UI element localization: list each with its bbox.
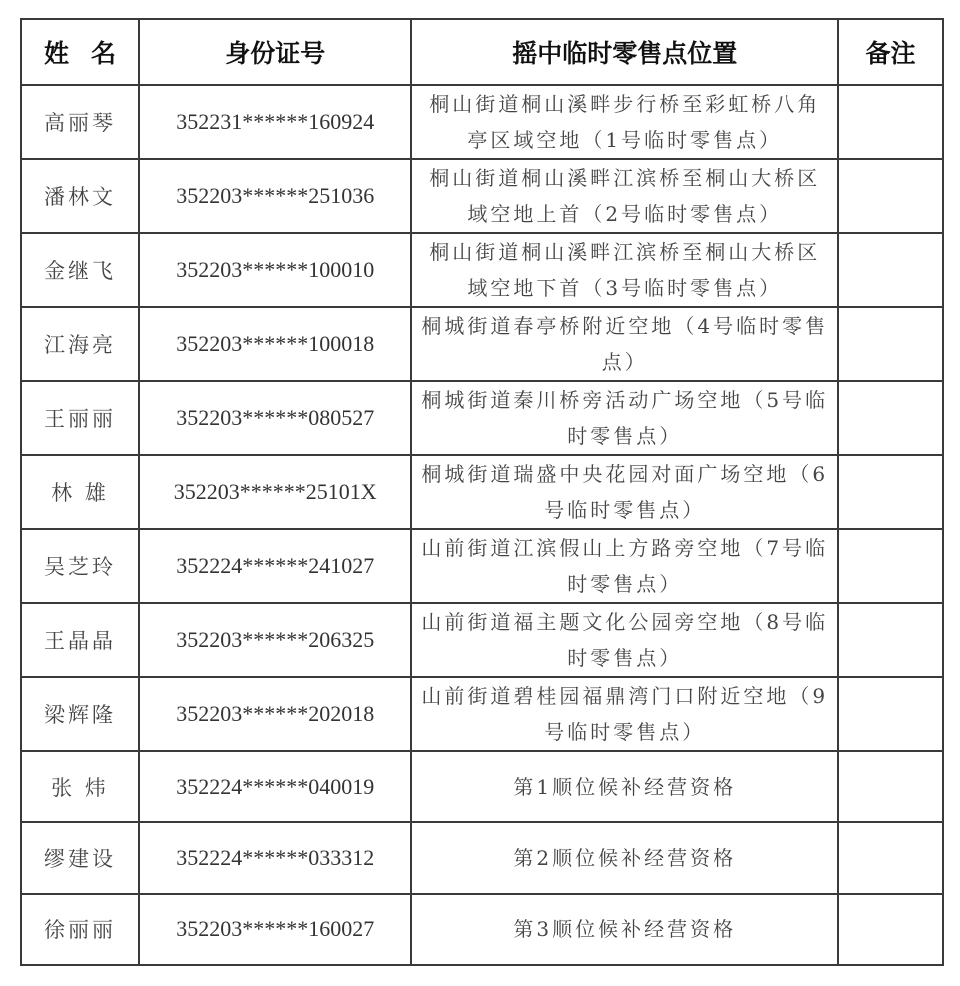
- cell-name: 梁辉隆: [21, 677, 139, 751]
- table-row: [21, 529, 943, 603]
- cell-note: [838, 822, 943, 893]
- cell-name: 吴芝玲: [21, 529, 139, 603]
- table-row: [21, 603, 943, 677]
- table-header-row: [21, 19, 943, 85]
- cell-note: [838, 751, 943, 822]
- cell-name: 金继飞: [21, 233, 139, 307]
- cell-name: 王丽丽: [21, 381, 139, 455]
- cell-name: 高丽琴: [21, 85, 139, 159]
- cell-note: [838, 159, 943, 233]
- cell-location: 桐山街道桐山溪畔江滨桥至桐山大桥区域空地下首（3号临时零售点）: [411, 233, 838, 307]
- cell-id-number: 352203******080527: [139, 381, 411, 455]
- table-row: [21, 307, 943, 381]
- cell-location: 桐城街道秦川桥旁活动广场空地（5号临时零售点）: [411, 381, 838, 455]
- cell-location: 山前街道福主题文化公园旁空地（8号临时零售点）: [411, 603, 838, 677]
- cell-id-number: 352203******100018: [139, 307, 411, 381]
- cell-note: [838, 307, 943, 381]
- cell-name: 缪建设: [21, 822, 139, 893]
- cell-location: 第1顺位候补经营资格: [411, 751, 838, 822]
- header-location: 摇中临时零售点位置: [411, 19, 838, 85]
- header-name: 姓名: [21, 19, 139, 85]
- table-row: [21, 751, 943, 822]
- cell-id-number: 352203******251036: [139, 159, 411, 233]
- cell-location: 第3顺位候补经营资格: [411, 894, 838, 965]
- retail-lottery-results-table: [20, 18, 944, 966]
- cell-name: 江海亮: [21, 307, 139, 381]
- cell-note: [838, 529, 943, 603]
- cell-note: [838, 85, 943, 159]
- cell-name: 王晶晶: [21, 603, 139, 677]
- table-row: [21, 159, 943, 233]
- cell-id-number: 352224******033312: [139, 822, 411, 893]
- cell-id-number: 352224******241027: [139, 529, 411, 603]
- table-row: [21, 85, 943, 159]
- cell-id-number: 352231******160924: [139, 85, 411, 159]
- table-row: [21, 381, 943, 455]
- cell-location: 桐城街道瑞盛中央花园对面广场空地（6号临时零售点）: [411, 455, 838, 529]
- cell-id-number: 352203******160027: [139, 894, 411, 965]
- cell-note: [838, 381, 943, 455]
- cell-name: 林 雄: [21, 455, 139, 529]
- cell-location: 桐山街道桐山溪畔步行桥至彩虹桥八角亭区域空地（1号临时零售点）: [411, 85, 838, 159]
- cell-location: 第2顺位候补经营资格: [411, 822, 838, 893]
- cell-location: 山前街道碧桂园福鼎湾门口附近空地（9号临时零售点）: [411, 677, 838, 751]
- cell-note: [838, 455, 943, 529]
- table-row: [21, 677, 943, 751]
- cell-id-number: 352203******202018: [139, 677, 411, 751]
- cell-note: [838, 677, 943, 751]
- cell-id-number: 352203******100010: [139, 233, 411, 307]
- cell-location: 桐山街道桐山溪畔江滨桥至桐山大桥区域空地上首（2号临时零售点）: [411, 159, 838, 233]
- table-row: [21, 455, 943, 529]
- cell-note: [838, 894, 943, 965]
- table-row: [21, 822, 943, 893]
- cell-note: [838, 603, 943, 677]
- table-row: [21, 233, 943, 307]
- cell-name: 张 炜: [21, 751, 139, 822]
- cell-id-number: 352203******25101X: [139, 455, 411, 529]
- cell-name: 徐丽丽: [21, 894, 139, 965]
- header-note: 备注: [838, 19, 943, 85]
- cell-location: 山前街道江滨假山上方路旁空地（7号临时零售点）: [411, 529, 838, 603]
- cell-note: [838, 233, 943, 307]
- cell-id-number: 352224******040019: [139, 751, 411, 822]
- cell-name: 潘林文: [21, 159, 139, 233]
- table-row: [21, 894, 943, 965]
- header-id-number: 身份证号: [139, 19, 411, 85]
- cell-id-number: 352203******206325: [139, 603, 411, 677]
- cell-location: 桐城街道春亭桥附近空地（4号临时零售点）: [411, 307, 838, 381]
